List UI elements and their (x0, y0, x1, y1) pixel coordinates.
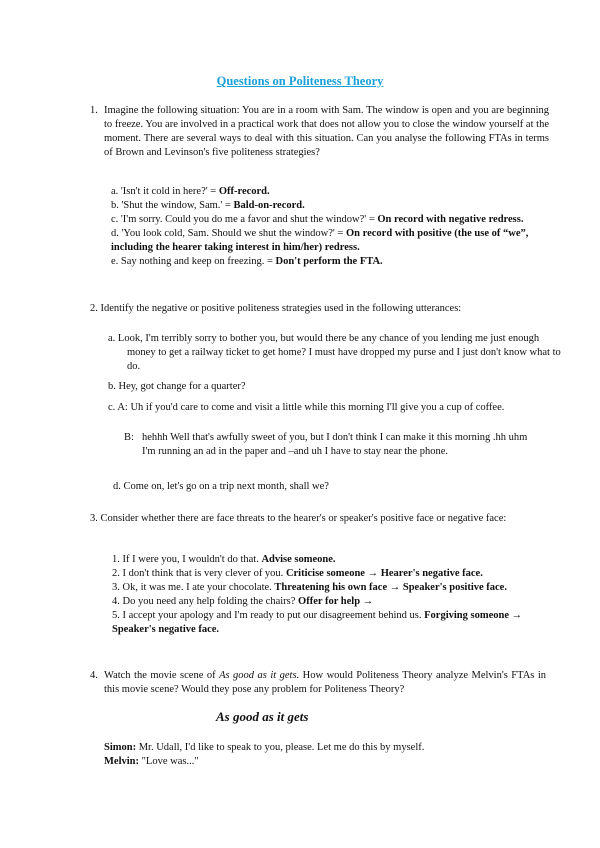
q2-item-b: b. Hey, got change for a quarter? (108, 381, 246, 392)
film-title: As good as it gets (216, 709, 309, 724)
q2-speaker-b-label: B: (124, 432, 134, 443)
q4-number: 4. (90, 670, 98, 681)
dialogue-line-simon: Simon: Mr. Udall, I'd like to speak to you, please. Let me do this by myself. (104, 742, 425, 753)
q2-item-a: a. Look, I'm terribly sorry to bother you, but would there be any chance of you lending me just enough money to get a railway ticket to get home? I must have dropped my purse and I just don't know what to do. (108, 333, 561, 372)
q3-item-5: 5. I accept your apology and I'm ready to put our disagreement behind us. Forgiving someone → Speaker's negative face. (112, 610, 523, 635)
dialogue-line-melvin: Melvin: "Love was..." (104, 756, 199, 767)
q2-item-d: d. Come on, let's go on a trip next month, shall we? (113, 481, 329, 492)
q2-item-c-b: hehhh Well that's awfully sweet of you, but I don't think I can make it this morning .hh uhm I'm running an ad in the paper and –and uh I have to stay near the phone. (142, 432, 528, 457)
q1-number: 1. (90, 105, 98, 116)
q2-item-c-a: c. A: Uh if you'd care to come and visit a little while this morning I'll give you a cup of coffee. (108, 402, 505, 413)
q1-text: Imagine the following situation: You are in a room with Sam. The window is open and you are beginning to freeze. You are involved in a practical work that does not allow you to close the window yourself at the moment. There are several ways to deal with this situation. Can you analyse the following FTAs in terms of Brown and Levinson's five politeness strategies? (104, 105, 549, 158)
dialogue (104, 741, 554, 769)
q1-item-a: a. 'Isn't it cold in here?' = Off-record. (111, 186, 270, 197)
q3-item-3: 3. Ok, it was me. I ate your chocolate. Threatening his own face → Speaker's positive face. (112, 582, 507, 593)
q1-item-e: e. Say nothing and keep on freezing. = Don't perform the FTA. (111, 256, 383, 267)
q1-item-d: d. 'You look cold, Sam. Should we shut the window?' = On record with positive (the use of “we”, including the hearer taking interest in him/her) redress. (111, 228, 529, 253)
page-title: Questions on Politeness Theory (216, 74, 384, 88)
q1-item-b: b. 'Shut the window, Sam.' = Bald-on-record. (111, 200, 305, 211)
q3-item-2: 2. I don't think that is very clever of you. Criticise someone → Hearer's negative face. (112, 568, 483, 579)
q1-item-c: c. 'I'm sorry. Could you do me a favor and shut the window?' = On record with negative redress. (111, 214, 524, 225)
q3-answer-list (112, 553, 552, 637)
q4-film-inline: As good as it gets. (219, 670, 300, 681)
q4-text: Watch the movie scene of As good as it gets. How would Politeness Theory analyze Melvin's FTAs in this movie scene? Would they pose any problem for Politeness Theory? (104, 670, 547, 695)
q3-item-1: 1. If I were you, I wouldn't do that. Advise someone. (112, 554, 336, 565)
q3-item-4: 4. Do you need any help folding the chairs? Offer for help → (112, 596, 374, 607)
q1-answer-list (111, 185, 549, 269)
q2-text: 2. Identify the negative or positive politeness strategies used in the following utterances: (90, 303, 462, 314)
q3-text: 3. Consider whether there are face threats to the hearer's or speaker's positive face or negative face: (90, 513, 507, 524)
